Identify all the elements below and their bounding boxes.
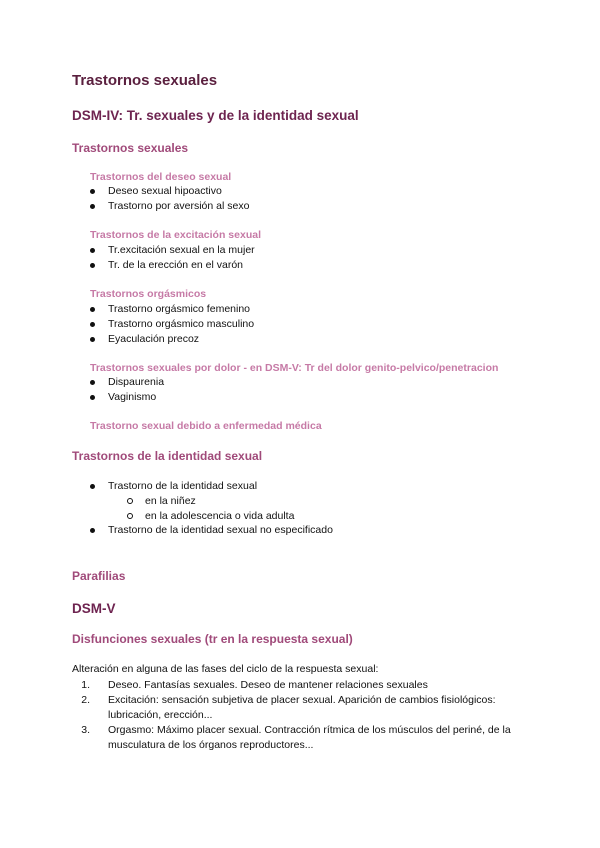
numbered-item: 1. Deseo. Fantasías sexuales. Deseo de mantener relaciones sexuales	[81, 679, 428, 691]
sub-list-item: en la adolescencia o vida adulta	[127, 510, 294, 522]
category-heading-desire: Trastornos del deseo sexual	[90, 171, 232, 183]
bullet-icon	[90, 204, 95, 209]
subsection-heading-identity: Trastornos de la identidad sexual	[72, 449, 263, 463]
bullet-icon	[90, 395, 95, 400]
bullet-icon	[90, 484, 95, 489]
document-title: Trastornos sexuales	[72, 72, 218, 89]
category-heading-pain: Trastornos sexuales por dolor - en DSM-V: Tr del dolor genito-pelvico/penetracion	[90, 362, 499, 374]
bullet-icon	[90, 322, 95, 327]
list-item: Vaginismo	[90, 391, 156, 403]
list-item: Trastorno orgásmico masculino	[90, 318, 254, 330]
numbered-item: 3. Orgasmo: Máximo placer sexual. Contracción rítmica de los músculos del periné, de la musculatura de los órganos reproductores...	[81, 724, 511, 751]
section-heading-dsm5: DSM-V	[72, 601, 116, 616]
sub-list-item: en la niñez	[127, 495, 196, 507]
subsection-heading-paraphilias: Parafilias	[72, 569, 126, 583]
list-item: Trastorno orgásmico femenino	[90, 303, 250, 315]
section-heading-dsm4: DSM-IV: Tr. sexuales y de la identidad sexual	[72, 108, 359, 123]
bullet-icon	[90, 528, 95, 533]
list-item: Tr. de la erección en el varón	[90, 259, 243, 271]
bullet-icon	[90, 307, 95, 312]
subsection-heading-dysfunctions: Disfunciones sexuales (tr en la respuesta sexual)	[72, 632, 353, 646]
subsection-heading-sexual-disorders: Trastornos sexuales	[72, 141, 189, 155]
list-item: Tr.excitación sexual en la mujer	[90, 244, 255, 256]
bullet-icon	[90, 248, 95, 253]
paragraph-intro: Alteración en alguna de las fases del ciclo de la respuesta sexual:	[72, 663, 379, 675]
list-item: Trastorno por aversión al sexo	[90, 200, 249, 212]
numbered-item: 2. Excitación: sensación subjetiva de placer sexual. Aparición de cambios fisiológicos: lubricación, erección...	[81, 694, 496, 721]
bullet-icon	[90, 263, 95, 268]
category-heading-orgasm: Trastornos orgásmicos	[90, 288, 207, 300]
list-item: Deseo sexual hipoactivo	[90, 185, 222, 197]
list-item: Eyaculación precoz	[90, 333, 199, 345]
hollow-bullet-icon	[127, 498, 133, 504]
category-heading-medical: Trastorno sexual debido a enfermedad médica	[90, 420, 322, 432]
list-item: Trastorno de la identidad sexual	[90, 480, 257, 492]
bullet-icon	[90, 189, 95, 194]
hollow-bullet-icon	[127, 513, 133, 519]
list-item: Dispaurenia	[90, 376, 164, 388]
category-heading-arousal: Trastornos de la excitación sexual	[90, 229, 261, 241]
bullet-icon	[90, 337, 95, 342]
bullet-icon	[90, 380, 95, 385]
list-item: Trastorno de la identidad sexual no especificado	[90, 524, 333, 536]
